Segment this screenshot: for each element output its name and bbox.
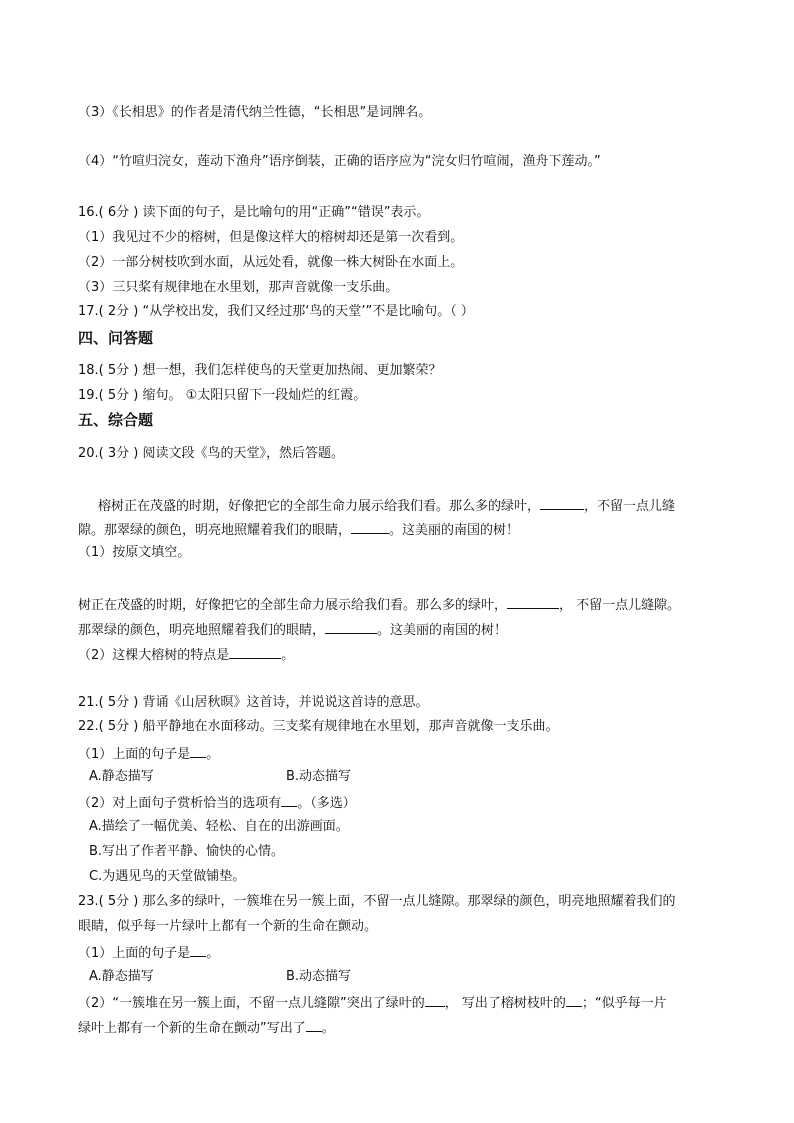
q23-sub2-blank1[interactable] — [425, 993, 445, 1007]
q23-sub2-blank2[interactable] — [566, 993, 582, 1007]
q23-option-b[interactable]: B.动态描写 — [286, 969, 352, 984]
q20-passage-a2: ，不留一点儿缝 — [584, 499, 676, 514]
q23-sub2-c: ；“似乎每一片 — [581, 996, 667, 1011]
q23-sub2-blank3[interactable] — [306, 1018, 322, 1032]
q20-sub2-end: 。 — [281, 648, 295, 663]
q22-stem: 22.( 5分 ) 船平静地在水面移动。三支桨有规律地在水里划，那声音就像一支乐曲。 — [78, 719, 559, 734]
q20-fill-line1 — [78, 595, 680, 615]
q20-fill-blank1[interactable] — [507, 595, 559, 609]
q21-stem: 21.( 5分 ) 背诵《山居秋暝》这首诗，并说说这首诗的意思。 — [78, 695, 429, 710]
q20-fill-blank2[interactable] — [325, 620, 377, 634]
q16-item2: （2）一部分树枝吹到水面，从远处看，就像一株大树卧在水面上。 — [78, 255, 464, 270]
q22-sub1-text: （1）上面的句子是 — [78, 747, 191, 762]
q22-choice-c[interactable]: C.为遇见鸟的天堂做铺垫。 — [89, 869, 246, 884]
q22-sub1-blank[interactable] — [190, 744, 206, 758]
section4-title: 四、问答题 — [78, 329, 154, 347]
q23-stem-line1: 23.( 5分 ) 那么多的绿叶，一簇堆在另一簇上面，不留一点儿缝隙。那翠绿的颜色，明亮地照耀着我们的 — [78, 894, 676, 909]
q22-choice-a[interactable]: A.描绘了一幅优美、轻松、自在的出游画面。 — [89, 819, 349, 834]
q23-sub2-line1 — [78, 993, 667, 1013]
q20-fill-line2 — [78, 620, 507, 640]
q22-sub2-end: 。（多选） — [297, 796, 356, 811]
q20-passage-line2 — [78, 520, 519, 540]
q20-fill-a1: 树正在茂盛的时期，好像把它的全部生命力展示给我们看。那么多的绿叶， — [78, 598, 508, 613]
q22-sub1 — [78, 744, 219, 764]
section5-title: 五、综合题 — [78, 411, 154, 429]
q20-fill-a2: ， 不留一点儿缝隙。 — [559, 598, 681, 613]
q20-fill-b1: 那翠绿的颜色，明亮地照耀着我们的眼睛， — [78, 623, 326, 638]
q20-sub2 — [78, 645, 294, 665]
q20-sub2-blank[interactable] — [229, 645, 281, 659]
q20-passage-b2: 。这美丽的南国的树！ — [389, 523, 520, 538]
q22-option-a[interactable]: A.静态描写 — [89, 769, 154, 784]
q23-sub2-b: ， 写出了榕树枝叶的 — [444, 996, 566, 1011]
q22-sub2 — [78, 793, 356, 813]
q23-stem-line2: 眼睛，似乎每一片绿叶上都有一个新的生命在颤动。 — [78, 919, 378, 934]
q23-sub1-end: 。 — [206, 946, 220, 961]
q22-choice-b[interactable]: B.写出了作者平静、愉快的心情。 — [89, 844, 285, 859]
q20-passage-blank1[interactable] — [540, 496, 584, 510]
q20-fill-b2: 。这美丽的南国的树！ — [377, 623, 508, 638]
q20-passage-blank2[interactable] — [351, 520, 389, 534]
q15-item4: （4）“竹喧归浣女，莲动下渔舟”语序倒装，正确的语序应为“浣女归竹喧闹，渔舟下莲动。” — [78, 154, 601, 169]
q22-option-b[interactable]: B.动态描写 — [286, 769, 352, 784]
q23-sub1 — [78, 943, 219, 963]
q23-sub2-a: （2）“一簇堆在另一簇上面，不留一点儿缝隙”突出了绿叶的 — [78, 996, 425, 1011]
q23-sub1-text: （1）上面的句子是 — [78, 946, 191, 961]
q20-passage-line1 — [98, 496, 675, 516]
q16-item3: （3）三只桨有规律地在水里划，那声音就像一支乐曲。 — [78, 280, 399, 295]
q22-sub2-text: （2）对上面句子赏析恰当的选项有 — [78, 796, 282, 811]
q23-option-a[interactable]: A.静态描写 — [89, 969, 154, 984]
q23-sub2-e: 。 — [321, 1021, 335, 1036]
q20-sub2-text: （2）这棵大榕树的特点是 — [78, 648, 230, 663]
q23-sub2-line2 — [78, 1018, 335, 1038]
q20-passage-a1: 榕树正在茂盛的时期，好像把它的全部生命力展示给我们看。那么多的绿叶， — [98, 499, 541, 514]
q16-item1: （1）我见过不少的榕树，但是像这样大的榕树却还是第一次看到。 — [78, 230, 464, 245]
q16-stem: 16.( 6分 ) 读下面的句子，是比喻句的用“正确”“错误”表示。 — [78, 205, 430, 220]
q23-sub2-d: 绿叶上都有一个新的生命在颤动”写出了 — [78, 1021, 306, 1036]
q20-stem: 20.( 3分 ) 阅读文段《鸟的天堂》，然后答题。 — [78, 446, 344, 461]
q18-stem: 18.( 5分 ) 想一想，我们怎样使鸟的天堂更加热闹、更加繁荣？ — [78, 363, 442, 378]
q19-stem: 19.( 5分 ) 缩句。 ①太阳只留下一段灿烂的红霞。 — [78, 388, 367, 403]
q22-sub1-end: 。 — [206, 747, 220, 762]
q22-sub2-blank[interactable] — [281, 793, 297, 807]
q20-passage-b1: 隙。那翠绿的颜色，明亮地照耀着我们的眼睛， — [78, 523, 352, 538]
q17-stem: 17.( 2分 ) “从学校出发，我们又经过那‘鸟的天堂’”不是比喻句。（ ） — [78, 304, 474, 319]
q15-item3: （3）《长相思》的作者是清代纳兰性德，“长相思”是词牌名。 — [78, 105, 432, 120]
q23-sub1-blank[interactable] — [190, 943, 206, 957]
q20-sub1: （1）按原文填空。 — [78, 545, 191, 560]
